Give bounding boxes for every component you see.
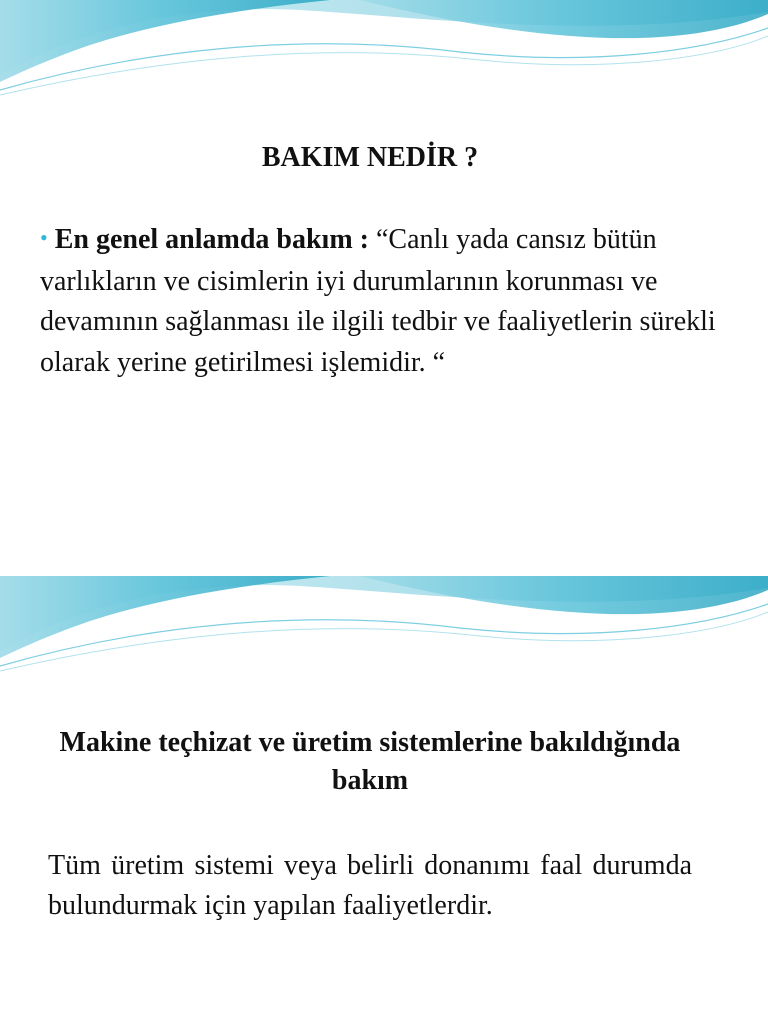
decorative-wave-header — [0, 576, 768, 676]
slide-2 — [0, 576, 768, 1024]
slide-title: BAKIM NEDİR ? — [261, 142, 479, 173]
maintenance-definition: Tüm üretim sistemi veya belirli donanımı faal durumda bulundurmak için yapılan faaliyetlerdir. — [48, 850, 692, 921]
decorative-wave-header — [0, 0, 768, 100]
slide-title: Makine teçhizat ve üretim sistemlerine bakıldığında bakım — [59, 727, 681, 796]
definition-text: “Canlı yada cansız bütün varlıkların ve cisimlerin iyi durumlarının korunması ve devamının sağlanması ile ilgili tedbir ve faaliyetlerin sürekli olarak yerine getirilmesi işlemidir. “ — [40, 224, 716, 378]
definition-paragraph — [40, 220, 730, 383]
bullet-icon: • — [40, 225, 48, 250]
definition-lead: En genel anlamda bakım : — [54, 224, 369, 255]
